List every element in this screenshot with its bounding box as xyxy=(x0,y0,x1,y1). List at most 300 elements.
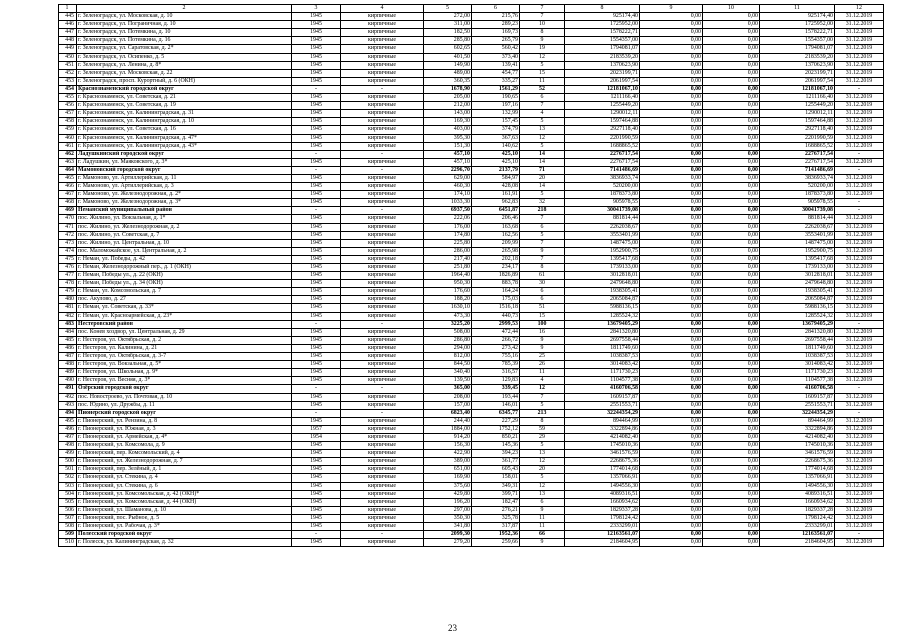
table-cell: 163,68 xyxy=(472,223,520,231)
table-cell: кирпичные xyxy=(341,498,424,506)
table-cell: 0,00 xyxy=(703,498,760,506)
table-cell: 1357066,91 xyxy=(760,474,835,482)
table-cell: - xyxy=(341,150,424,158)
table-cell: 491 xyxy=(59,385,77,393)
table-cell: - xyxy=(835,166,884,174)
table-cell: 5988136,15 xyxy=(565,304,640,312)
table-row-district-total xyxy=(59,531,884,539)
table-cell: 2183539,20 xyxy=(565,53,640,61)
table-cell: 1794081,07 xyxy=(565,45,640,53)
table-cell: 15 xyxy=(520,312,565,320)
table-row xyxy=(59,442,884,450)
table-cell: 755,16 xyxy=(472,353,520,361)
table-cell: 3461576,59 xyxy=(760,450,835,458)
table-cell: пос. Жилино, ул. Советская, д. 7 xyxy=(77,231,292,239)
table-cell: 456 xyxy=(59,102,77,110)
table-cell: 508 xyxy=(59,523,77,531)
table-cell: 31.12.2019 xyxy=(835,174,884,182)
table-cell: 1038387,53 xyxy=(565,353,640,361)
table-cell: 31.12.2019 xyxy=(835,377,884,385)
table-cell: 3553401,99 xyxy=(565,231,640,239)
table-cell: 0,00 xyxy=(640,255,703,263)
table-cell: 1952900,75 xyxy=(565,247,640,255)
table-cell: 1798124,42 xyxy=(565,514,640,522)
table-cell: кирпичные xyxy=(341,94,424,102)
table-cell: 273,42 xyxy=(472,344,520,352)
table-cell: 151,30 xyxy=(424,142,472,150)
table-cell: 2927118,40 xyxy=(760,126,835,134)
table-row-district-total xyxy=(59,207,884,215)
table-cell: 20 xyxy=(520,466,565,474)
table-cell: г. Нестеров, ул. Вокзальная, д. 5* xyxy=(77,361,292,369)
table-cell: 0,00 xyxy=(640,150,703,158)
table-row xyxy=(59,296,884,304)
table-cell: 0,00 xyxy=(703,280,760,288)
table-cell: г. Зеленоградск, ул. Пограничная, д. 10 xyxy=(77,21,292,29)
table-cell: 0,00 xyxy=(703,150,760,158)
column-number: 7 xyxy=(520,5,565,13)
table-cell: 25 xyxy=(520,353,565,361)
table-cell: г. Пионерский, пер. Зелёный, д. 1 xyxy=(77,466,292,474)
table-cell: 32 xyxy=(520,199,565,207)
table-cell: 0,00 xyxy=(640,239,703,247)
table-cell: 12 xyxy=(520,53,565,61)
table-cell: 1494556,30 xyxy=(760,482,835,490)
table-cell: 176,60 xyxy=(424,288,472,296)
table-cell: 212,00 xyxy=(424,102,472,110)
table-cell: г. Краснознаменск, ул. Советская, д. 16 xyxy=(77,126,292,134)
table-cell: 7141486,69 xyxy=(565,166,640,174)
table-cell: 1945 xyxy=(292,53,341,61)
table-row xyxy=(59,498,884,506)
table-cell: 1290012,11 xyxy=(760,110,835,118)
table-cell: 31.12.2019 xyxy=(835,53,884,61)
table-cell: кирпичные xyxy=(341,174,424,182)
table-cell: 7 xyxy=(520,393,565,401)
table-cell: 452 xyxy=(59,69,77,77)
table-cell: 31.12.2019 xyxy=(835,272,884,280)
table-cell: 11 xyxy=(520,514,565,522)
table-row xyxy=(59,255,884,263)
table-cell: 4089316,51 xyxy=(760,490,835,498)
table-cell: Пионерский городской округ xyxy=(77,409,292,417)
table-cell: кирпичные xyxy=(341,312,424,320)
table-cell: 5988136,15 xyxy=(760,304,835,312)
column-number: 11 xyxy=(760,5,835,13)
table-cell: 1660934,62 xyxy=(565,498,640,506)
table-cell: 2023199,71 xyxy=(565,69,640,77)
table-cell: - xyxy=(341,409,424,417)
table-cell: 1752,12 xyxy=(472,425,520,433)
table-cell: 0,00 xyxy=(703,474,760,482)
table-cell: 31.12.2019 xyxy=(835,183,884,191)
table-row xyxy=(59,158,884,166)
table-cell: 0,00 xyxy=(703,304,760,312)
table-row xyxy=(59,77,884,85)
table-cell: 0,00 xyxy=(703,29,760,37)
table-cell: 31.12.2019 xyxy=(835,361,884,369)
table-row xyxy=(59,13,884,21)
table-cell: 217,40 xyxy=(424,255,472,263)
table-cell: 462 xyxy=(59,150,77,158)
table-cell: 3012818,01 xyxy=(760,272,835,280)
table-cell: 0,00 xyxy=(703,433,760,441)
table-cell: 29 xyxy=(520,433,565,441)
table-row xyxy=(59,142,884,150)
table-cell: 1945 xyxy=(292,183,341,191)
table-cell: 206,46 xyxy=(472,215,520,223)
table-cell: 5 xyxy=(520,442,565,450)
table-cell: 1945 xyxy=(292,158,341,166)
table-cell: 169,30 xyxy=(424,118,472,126)
table-cell: 51 xyxy=(520,304,565,312)
table-cell: 157,45 xyxy=(472,118,520,126)
table-cell: 0,00 xyxy=(640,369,703,377)
table-cell: 31.12.2019 xyxy=(835,336,884,344)
table-cell: 389,00 xyxy=(424,458,472,466)
table-cell: 0,00 xyxy=(640,118,703,126)
table-cell: - xyxy=(835,150,884,158)
table-cell: 1945 xyxy=(292,450,341,458)
table-cell: - xyxy=(292,166,341,174)
table-cell: 508,00 xyxy=(424,328,472,336)
table-cell: 1794081,07 xyxy=(760,45,835,53)
table-cell: 9 xyxy=(520,247,565,255)
table-cell: 2262038,67 xyxy=(565,223,640,231)
table-cell: 0,00 xyxy=(703,506,760,514)
table-cell: - xyxy=(835,385,884,393)
table-cell: кирпичные xyxy=(341,304,424,312)
table-cell: 31.12.2019 xyxy=(835,126,884,134)
table-cell: 0,00 xyxy=(703,69,760,77)
table-cell: 2137,79 xyxy=(472,166,520,174)
table-cell: 1945 xyxy=(292,13,341,21)
table-cell: г. Ладушкин, ул. Маяковского, д. 3* xyxy=(77,158,292,166)
table-cell: 0,00 xyxy=(703,320,760,328)
table-cell: кирпичные xyxy=(341,336,424,344)
table-cell: пос. Юдино, ул. Дружбы, д. 11 xyxy=(77,401,292,409)
table-cell: кирпичные xyxy=(341,239,424,247)
table-cell: 1945 xyxy=(292,328,341,336)
table-cell: 31.12.2019 xyxy=(835,102,884,110)
table-cell: 1945 xyxy=(292,102,341,110)
table-cell: 0,00 xyxy=(703,158,760,166)
table-cell: 12 xyxy=(520,134,565,142)
table-cell: 1255449,20 xyxy=(565,102,640,110)
table-cell: 0,00 xyxy=(640,425,703,433)
table-row xyxy=(59,417,884,425)
table-cell: 0,00 xyxy=(640,110,703,118)
table-cell: 1774014,68 xyxy=(565,466,640,474)
table-cell: 440,73 xyxy=(472,312,520,320)
table-row xyxy=(59,369,884,377)
table-cell: кирпичные xyxy=(341,223,424,231)
table-cell: 0,00 xyxy=(640,199,703,207)
table-cell: г. Мамоново, ул. Артиллерийская, д. 3 xyxy=(77,183,292,191)
table-cell: 0,00 xyxy=(703,174,760,182)
table-cell: 0,00 xyxy=(640,231,703,239)
table-row xyxy=(59,466,884,474)
table-cell: - xyxy=(292,207,341,215)
table-cell: 475 xyxy=(59,255,77,263)
table-cell: 2065084,87 xyxy=(565,296,640,304)
table-cell: 560,42 xyxy=(472,45,520,53)
table-cell: 483 xyxy=(59,320,77,328)
table-cell: 1487475,00 xyxy=(760,239,835,247)
table-cell: 453 xyxy=(59,77,77,85)
table-row xyxy=(59,215,884,223)
table-cell: 251,80 xyxy=(424,264,472,272)
table-row xyxy=(59,110,884,118)
page-number: 23 xyxy=(448,623,457,633)
table-cell: 157,00 xyxy=(424,401,472,409)
table-cell: 1945 xyxy=(292,304,341,312)
table-cell: - xyxy=(292,320,341,328)
table-cell: 1395417,68 xyxy=(565,255,640,263)
table-cell: 480 xyxy=(59,296,77,304)
table-cell: 472 xyxy=(59,231,77,239)
table-cell: 881814,44 xyxy=(760,215,835,223)
table-cell: 1952,36 xyxy=(472,531,520,539)
table-cell: 1945 xyxy=(292,77,341,85)
table-cell: 478 xyxy=(59,280,77,288)
table-cell: 2551553,71 xyxy=(760,401,835,409)
table-cell: кирпичные xyxy=(341,514,424,522)
table-cell: г. Пионерский, пер. Комсомольский, д. 4 xyxy=(77,450,292,458)
table-cell: г. Неман, ул. Красноармейская, д. 23* xyxy=(77,312,292,320)
table-cell: - xyxy=(341,166,424,174)
table-cell: 9 xyxy=(520,37,565,45)
table-cell: 341,80 xyxy=(424,523,472,531)
table-cell: 265,79 xyxy=(472,37,520,45)
table-cell: 32244354,29 xyxy=(565,409,640,417)
table-cell: 129,83 xyxy=(472,377,520,385)
table-cell: 446 xyxy=(59,21,77,29)
table-cell: 0,00 xyxy=(703,336,760,344)
table-cell: 175,03 xyxy=(472,296,520,304)
table-cell: - xyxy=(292,409,341,417)
table-row xyxy=(59,353,884,361)
table-cell: 0,00 xyxy=(640,280,703,288)
table-cell: 422,90 xyxy=(424,450,472,458)
table-cell: 3836933,74 xyxy=(565,174,640,182)
table-row xyxy=(59,539,884,547)
table-cell: 2061997,54 xyxy=(565,77,640,85)
table-cell: 1739133,00 xyxy=(760,264,835,272)
table-cell: кирпичные xyxy=(341,110,424,118)
table-cell: 225,80 xyxy=(424,239,472,247)
table-cell: г. Зеленоградск, ул. Осипенко, д. 5 xyxy=(77,53,292,61)
table-cell: 449 xyxy=(59,45,77,53)
table-cell: 197,16 xyxy=(472,102,520,110)
table-cell: 0,00 xyxy=(703,85,760,93)
table-cell: кирпичные xyxy=(341,539,424,547)
column-number: 8 xyxy=(565,5,640,13)
table-cell: 1945 xyxy=(292,336,341,344)
table-row xyxy=(59,29,884,37)
table-cell: 31.12.2019 xyxy=(835,61,884,69)
table-cell: 0,00 xyxy=(703,215,760,223)
table-row xyxy=(59,523,884,531)
table-cell: кирпичные xyxy=(341,377,424,385)
table-cell: 2061997,54 xyxy=(760,77,835,85)
table-cell: 161,91 xyxy=(472,191,520,199)
table-cell: 1688865,52 xyxy=(760,142,835,150)
table-cell: 13679405,29 xyxy=(565,320,640,328)
table-cell: кирпичные xyxy=(341,247,424,255)
table-cell: 1609157,87 xyxy=(760,393,835,401)
table-cell: 2927118,40 xyxy=(565,126,640,134)
table-cell: 2841320,80 xyxy=(760,328,835,336)
table-cell: 1945 xyxy=(292,94,341,102)
table-cell: 1945 xyxy=(292,231,341,239)
table-cell: г. Пионерский, ул. Армейская, д. 4* xyxy=(77,433,292,441)
table-cell: 13679405,29 xyxy=(760,320,835,328)
table-cell: 7 xyxy=(520,215,565,223)
table-cell: 0,00 xyxy=(703,37,760,45)
table-cell: пос. Жилино, ул. Центральная, д. 10 xyxy=(77,239,292,247)
table-cell: 365,00 xyxy=(424,385,472,393)
table-cell: 498 xyxy=(59,442,77,450)
table-cell: 487 xyxy=(59,353,77,361)
table-cell: г. Неман, ул. Комсомольская, д. 7 xyxy=(77,288,292,296)
table-cell: 0,00 xyxy=(703,126,760,134)
table-cell: 12163561,07 xyxy=(760,531,835,539)
table-cell: 373,40 xyxy=(472,53,520,61)
table-cell: г. Краснознаменск, ул. Советская, д. 21 xyxy=(77,94,292,102)
table-cell: - xyxy=(835,531,884,539)
table-cell: 493 xyxy=(59,401,77,409)
table-cell: 0,00 xyxy=(703,450,760,458)
table-cell: 196,20 xyxy=(424,498,472,506)
table-row xyxy=(59,458,884,466)
table-cell: 0,00 xyxy=(640,21,703,29)
table-cell: 100 xyxy=(520,320,565,328)
table-cell: 0,00 xyxy=(703,134,760,142)
table-cell: 0,00 xyxy=(640,401,703,409)
table-cell: 30 xyxy=(520,280,565,288)
table-row-district-total xyxy=(59,85,884,93)
table-cell: 0,00 xyxy=(703,361,760,369)
table-cell: 1945 xyxy=(292,344,341,352)
table-cell: кирпичные xyxy=(341,433,424,441)
table-cell: 584,97 xyxy=(472,174,520,182)
table-cell: 218 xyxy=(520,207,565,215)
table-cell: 925174,40 xyxy=(760,13,835,21)
table-cell: кирпичные xyxy=(341,361,424,369)
table-cell: 0,00 xyxy=(640,482,703,490)
table-cell: г. Пионерский, ул. Стекина, д. 4 xyxy=(77,474,292,482)
table-cell: 883,78 xyxy=(472,280,520,288)
table-cell: 1609157,87 xyxy=(565,393,640,401)
table-row-district-total xyxy=(59,320,884,328)
table-row xyxy=(59,174,884,182)
table-cell: 1964,40 xyxy=(424,272,472,280)
column-number: 2 xyxy=(77,5,292,13)
table-cell: 349,31 xyxy=(472,482,520,490)
table-cell: 6 xyxy=(520,498,565,506)
table-cell: 10 xyxy=(520,21,565,29)
table-cell: 2276717,54 xyxy=(760,158,835,166)
table-cell: 0,00 xyxy=(703,110,760,118)
table-cell: г. Краснознаменск, ул. Калининградская, д. 10 xyxy=(77,118,292,126)
table-cell: 1884,00 xyxy=(424,425,472,433)
table-cell: 1945 xyxy=(292,312,341,320)
table-cell: 1774014,68 xyxy=(760,466,835,474)
table-row xyxy=(59,401,884,409)
table-cell: 0,00 xyxy=(703,288,760,296)
table-cell: 1945 xyxy=(292,247,341,255)
table-cell: 169,90 xyxy=(424,474,472,482)
table-cell: 31.12.2019 xyxy=(835,29,884,37)
table-cell: г. Пионерский, ул. Железнодорожная, д. 7 xyxy=(77,458,292,466)
table-cell: 3225,20 xyxy=(424,320,472,328)
table-cell: 1945 xyxy=(292,401,341,409)
table-cell: кирпичные xyxy=(341,199,424,207)
table-cell: 31.12.2019 xyxy=(835,280,884,288)
table-cell: 1745010,36 xyxy=(760,442,835,450)
table-cell: 5 xyxy=(520,142,565,150)
table-cell: кирпичные xyxy=(341,61,424,69)
table-cell: 31.12.2019 xyxy=(835,142,884,150)
table-cell: 0,00 xyxy=(703,523,760,531)
table-cell: 202,18 xyxy=(472,255,520,263)
table-cell: 31.12.2019 xyxy=(835,304,884,312)
table-cell: 13 xyxy=(520,490,565,498)
table-cell: Неманский муниципальный район xyxy=(77,207,292,215)
table-cell: 0,00 xyxy=(703,223,760,231)
table-cell: 15 xyxy=(520,69,565,77)
table-cell: 317,87 xyxy=(472,523,520,531)
table-cell: 468 xyxy=(59,199,77,207)
table-cell: 31.12.2019 xyxy=(835,490,884,498)
table-cell: 31.12.2019 xyxy=(835,458,884,466)
table-cell: г. Пионерский, ул. Рабочая, д. 3* xyxy=(77,523,292,531)
table-cell: кирпичные xyxy=(341,474,424,482)
table-cell: г. Неман, ул. Победы, д. 42 xyxy=(77,255,292,263)
table-cell: 1945 xyxy=(292,466,341,474)
table-cell: 505 xyxy=(59,498,77,506)
table-cell: 494 xyxy=(59,409,77,417)
table-cell: 454,77 xyxy=(472,69,520,77)
table-cell: 1945 xyxy=(292,199,341,207)
table-cell: 0,00 xyxy=(640,142,703,150)
table-cell: 0,00 xyxy=(640,29,703,37)
table-cell: 1945 xyxy=(292,110,341,118)
table-cell: 905978,55 xyxy=(565,199,640,207)
table-cell: Краснознаменский городской округ xyxy=(77,85,292,93)
table-cell: 31.12.2019 xyxy=(835,401,884,409)
table-cell: 176,00 xyxy=(424,223,472,231)
table-cell: кирпичные xyxy=(341,118,424,126)
table-cell: 401,50 xyxy=(424,53,472,61)
table-cell: кирпичные xyxy=(341,53,424,61)
table-cell: 272,00 xyxy=(424,13,472,21)
table-cell: 31.12.2019 xyxy=(835,369,884,377)
table-cell: 1945 xyxy=(292,288,341,296)
table-cell: 0,00 xyxy=(640,126,703,134)
table-cell: г. Пионерский, ул. Комсомольская, д. 44 (ОКН) xyxy=(77,498,292,506)
table-cell: 506 xyxy=(59,506,77,514)
table-cell: 399,71 xyxy=(472,490,520,498)
table-cell: кирпичные xyxy=(341,458,424,466)
table-cell: 1038387,53 xyxy=(760,353,835,361)
table-cell: 0,00 xyxy=(703,45,760,53)
table-cell: 14 xyxy=(520,183,565,191)
table-cell: 4214082,40 xyxy=(760,433,835,441)
table-cell: 1554357,00 xyxy=(565,37,640,45)
table-cell: 140,62 xyxy=(472,142,520,150)
